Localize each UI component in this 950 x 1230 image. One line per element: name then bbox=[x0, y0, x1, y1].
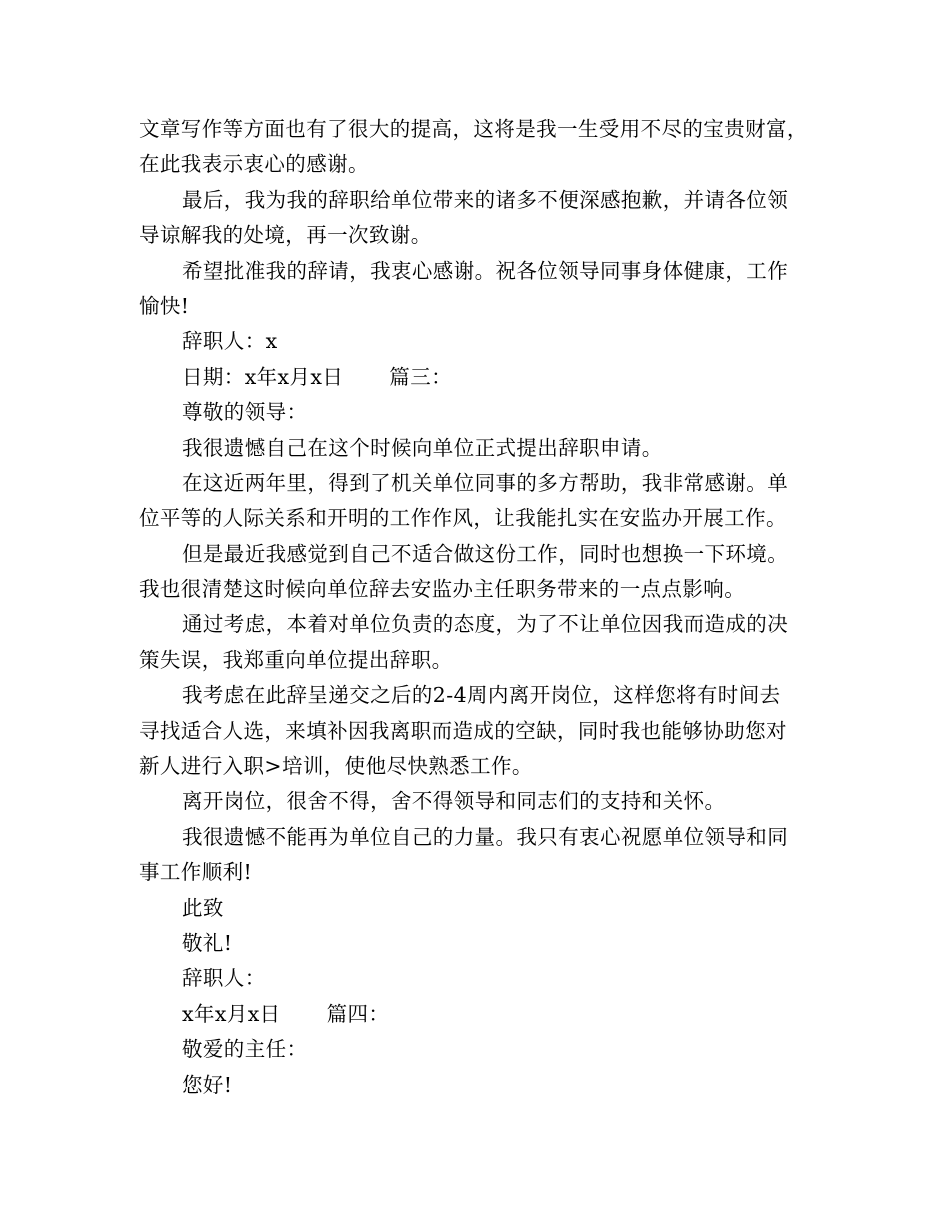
line-text: 希望批准我的辞请，我衷心感谢。祝各位领导同事身体健康，工作 bbox=[182, 258, 789, 283]
document-page bbox=[139, 112, 829, 1103]
text-line bbox=[139, 855, 829, 890]
section-heading: 篇三： bbox=[389, 364, 452, 389]
line-text: 此致 bbox=[182, 895, 224, 920]
line-text: 在此我表示衷心的感谢。 bbox=[139, 152, 369, 177]
line-text: 我很遗憾不能再为单位自己的力量。我只有衷心祝愿单位领导和同 bbox=[182, 824, 789, 849]
text-line bbox=[139, 360, 829, 395]
text-line bbox=[139, 961, 829, 996]
text-line bbox=[139, 997, 829, 1032]
text-line bbox=[139, 714, 829, 749]
text-line bbox=[139, 431, 829, 466]
line-text: 位平等的人际关系和开明的工作作风，让我能扎实在安监办开展工作。 bbox=[139, 506, 787, 531]
line-text: 新人进行入职>培训，使他尽快熟悉工作。 bbox=[139, 754, 533, 779]
text-line bbox=[139, 466, 829, 501]
text-line bbox=[139, 643, 829, 678]
text-line bbox=[139, 678, 829, 713]
line-text: 寻找适合人选，来填补因我离职而造成的空缺，同时我也能够协助您对 bbox=[139, 718, 787, 743]
text-line bbox=[139, 891, 829, 926]
line-text: 我也很清楚这时候向单位辞去安监办主任职务带来的一点点影响。 bbox=[139, 577, 746, 602]
line-text: 导谅解我的处境，再一次致谢。 bbox=[139, 223, 432, 248]
text-line bbox=[139, 926, 829, 961]
line-text: 文章写作等方面也有了很大的提高，这将是我一生受用不尽的宝贵财富， bbox=[139, 117, 808, 141]
text-line bbox=[139, 395, 829, 430]
line-text: 您好! bbox=[182, 1072, 233, 1097]
text-line bbox=[139, 749, 829, 784]
line-text: 我考虑在此辞呈递交之后的2-4周内离开岗位，这样您将有时间去 bbox=[182, 683, 781, 708]
text-line bbox=[139, 1068, 829, 1103]
line-text: 在这近两年里，得到了机关单位同事的多方帮助，我非常感谢。单 bbox=[182, 470, 789, 495]
text-line bbox=[139, 218, 829, 253]
text-line bbox=[139, 324, 829, 359]
line-text: 通过考虑，本着对单位负责的态度，为了不让单位因我而造成的决 bbox=[182, 612, 789, 637]
section-heading: 篇四： bbox=[326, 1001, 390, 1026]
text-line bbox=[139, 183, 829, 218]
line-text: 最后，我为我的辞职给单位带来的诸多不便深感抱歉，并请各位领 bbox=[182, 187, 789, 212]
text-line bbox=[139, 607, 829, 642]
text-line bbox=[139, 112, 829, 147]
line-text: x年x月x日 bbox=[182, 1001, 281, 1026]
line-text: 我很遗憾自己在这个时候向单位正式提出辞职申请。 bbox=[182, 435, 663, 460]
line-text: 事工作顺利! bbox=[139, 860, 253, 885]
text-line bbox=[139, 820, 829, 855]
line-text: 辞职人：x bbox=[182, 329, 278, 354]
text-line bbox=[139, 501, 829, 536]
line-text: 辞职人： bbox=[182, 966, 266, 991]
text-line bbox=[139, 147, 829, 182]
text-line bbox=[139, 572, 829, 607]
text-line bbox=[139, 537, 829, 572]
line-text: 敬礼! bbox=[182, 930, 233, 955]
line-text: 日期：x年x月x日 bbox=[182, 364, 344, 389]
text-line bbox=[139, 1032, 829, 1067]
line-text: 愉快! bbox=[139, 293, 190, 318]
line-text: 策失误，我郑重向单位提出辞职。 bbox=[139, 647, 453, 672]
line-text: 离开岗位，很舍不得，舍不得领导和同志们的支持和关怀。 bbox=[182, 789, 726, 814]
text-line bbox=[139, 784, 829, 819]
text-line bbox=[139, 289, 829, 324]
line-text: 但是最近我感觉到自己不适合做这份工作，同时也想换一下环境。 bbox=[182, 541, 789, 566]
line-text: 尊敬的领导： bbox=[182, 400, 308, 425]
line-text: 敬爱的主任： bbox=[182, 1037, 308, 1062]
text-line bbox=[139, 254, 829, 289]
